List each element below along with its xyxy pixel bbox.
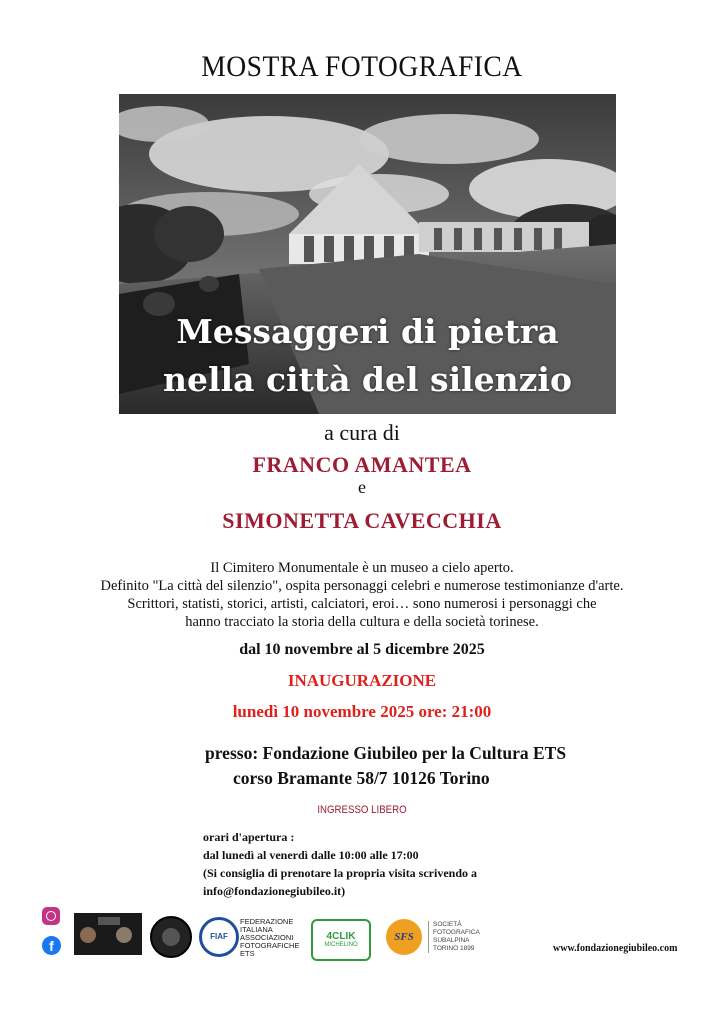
cemetery-photo	[119, 94, 616, 414]
hours-label: orari d'apertura :	[203, 830, 295, 844]
hours-note: (Si consiglia di prenotare la propria visita scrivendo a	[203, 866, 478, 880]
fiaf-line: ITALIANA	[240, 925, 273, 934]
sfs-line: SOCIETÀ	[433, 921, 462, 928]
curator-conjunction: e	[358, 477, 366, 497]
camera-club-logo	[150, 916, 192, 958]
inauguration-time: lunedì 10 novembre 2025 ore: 21:00	[232, 702, 492, 721]
description-line: hanno tracciato la storia della cultura e della società torinese.	[185, 614, 539, 630]
4clik-sub: MICHELINO	[324, 942, 358, 948]
facebook-icon[interactable]: f	[42, 936, 61, 955]
curated-by: a cura di	[324, 420, 400, 445]
curator-name-1: FRANCO AMANTEA	[252, 452, 472, 477]
description-line: Il Cimitero Monumentale è un museo a cielo aperto.	[210, 560, 514, 576]
hours-schedule: dal lunedì al venerdì dalle 10:00 alle 17:00	[203, 848, 419, 862]
address: corso Bramante 58/7 10126 Torino	[233, 768, 490, 788]
sfs-line: TORINO 1899	[433, 945, 475, 952]
fiaf-line: FOTOGRAFICHE	[240, 941, 300, 950]
description-line: Scrittori, statisti, storici, artisti, calciatori, eroi… sono numerosi i personaggi che	[127, 596, 597, 612]
hours-email: info@fondazionegiubileo.it)	[203, 884, 346, 898]
fiaf-line: ASSOCIAZIONI	[240, 933, 294, 942]
sfs-line: SUBALPINA	[433, 937, 470, 944]
sfs-line: FOTOGRAFICA	[433, 929, 480, 936]
4clik-name: 4CLIK	[326, 931, 356, 942]
exhibition-description	[0, 559, 724, 631]
fiaf-line: ETS	[240, 949, 255, 958]
photo-title-line1: Messaggeri di pietra	[176, 312, 559, 351]
description-line: Definito "La città del silenzio", ospita personaggi celebri e numerose testimonianze d'arte.	[100, 578, 624, 594]
exhibition-title: MOSTRA FOTOGRAFICA	[201, 50, 523, 83]
4clik-logo	[311, 919, 371, 961]
venue: presso: Fondazione Giubileo per la Cultura ETS	[205, 743, 567, 763]
curator-name-2: SIMONETTA CAVECCHIA	[222, 508, 502, 533]
instagram-icon[interactable]	[42, 907, 60, 925]
fiaf-logo: FIAF	[199, 917, 239, 957]
photo-title-line2: nella città del silenzio	[163, 360, 572, 399]
sfs-text	[428, 921, 480, 953]
fiaf-text	[240, 918, 299, 958]
exhibition-dates: dal 10 novembre al 5 dicembre 2025	[239, 641, 485, 658]
free-entry: INGRESSO LIBERO	[317, 804, 407, 816]
fiaf-line: FEDERAZIONE	[240, 917, 294, 926]
sfs-logo: SFS	[386, 919, 422, 955]
photographers-logo	[74, 913, 142, 955]
opening-hours	[203, 828, 623, 900]
inauguration-label: INAUGURAZIONE	[287, 671, 437, 690]
website-link[interactable]: www.fondazionegiubileo.com	[553, 943, 678, 954]
